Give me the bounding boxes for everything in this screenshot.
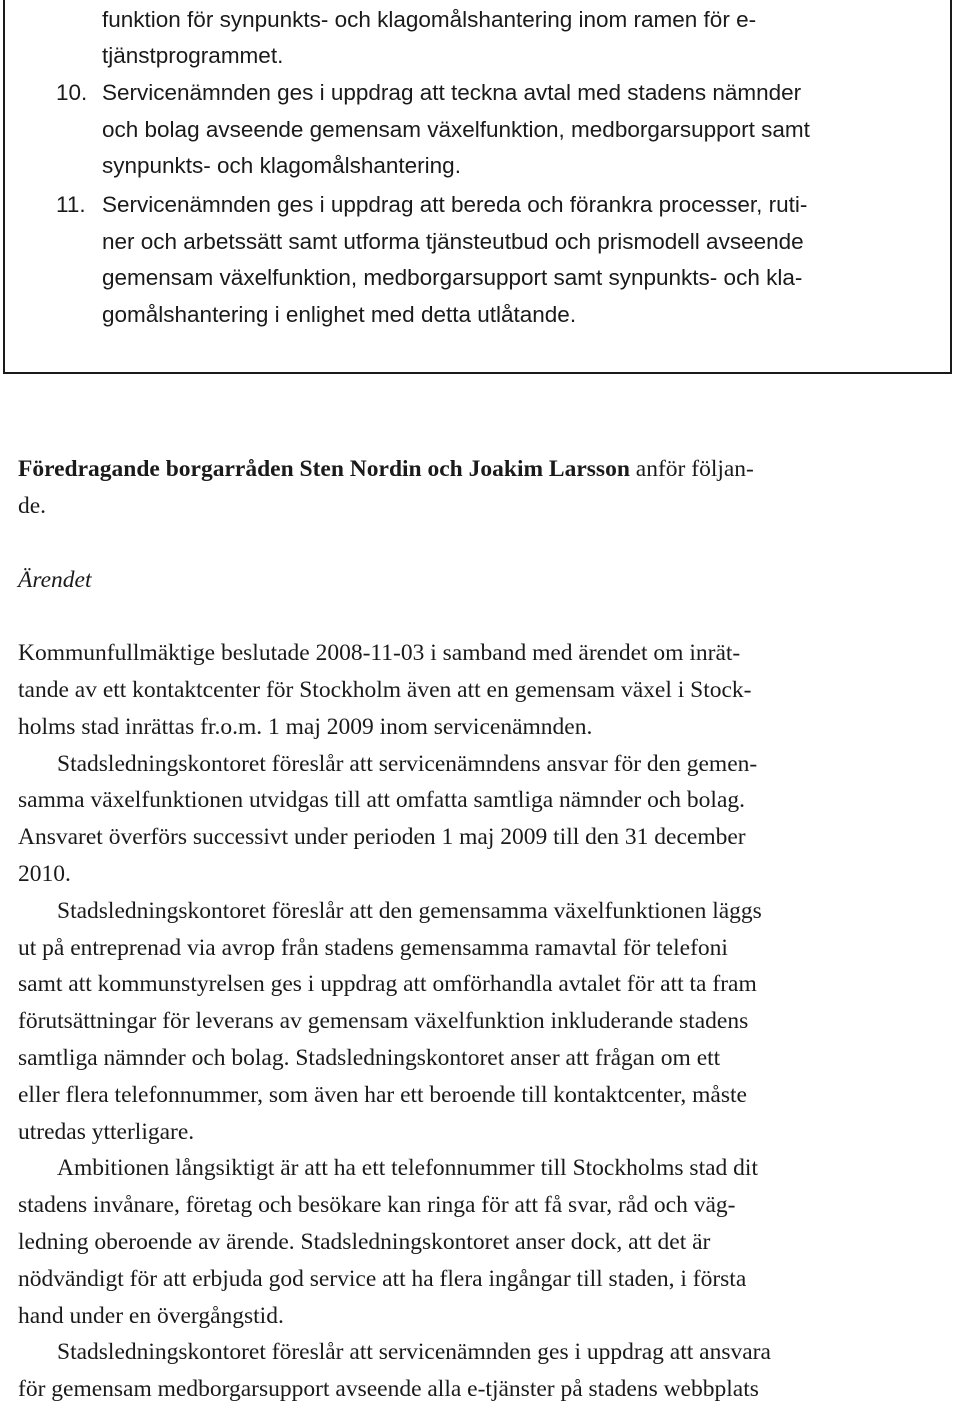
box-line: funktion för synpunkts- och klagomålshantering inom ramen för e- — [102, 7, 757, 32]
presenter-line-2: de. — [18, 493, 47, 519]
body-line: samma växelfunktionen utvidgas till att omfatta samtliga nämnder och bolag. — [18, 787, 746, 813]
item-line: och bolag avseende gemensam växelfunktion, medborgarsupport samt — [102, 117, 810, 142]
item-line: Servicenämnden ges i uppdrag att teckna avtal med stadens nämnder — [102, 80, 802, 105]
body-line: Stadsledningskontoret föreslår att servicenämnden ges i uppdrag att ansvara — [57, 1339, 771, 1365]
item-line: Servicenämnden ges i uppdrag att bereda och förankra processer, ruti- — [102, 192, 808, 217]
body-line: förutsättningar för leverans av gemensam växelfunktion inkluderande stadens — [18, 1008, 749, 1034]
item-line: gomålshantering i enlighet med detta utlåtande. — [102, 302, 577, 327]
body-line: tande av ett kontaktcenter för Stockholm även att en gemensam växel i Stock- — [18, 677, 752, 703]
body-line: ledning oberoende av ärende. Stadsledningskontoret anser dock, att det är — [18, 1229, 711, 1255]
body-line: utredas ytterligare. — [18, 1119, 195, 1145]
item-line: ner och arbetssätt samt utforma tjänsteutbud och prismodell avseende — [102, 229, 804, 254]
body-line: Ambitionen långsiktigt är att ha ett telefonnummer till Stockholms stad dit — [57, 1155, 758, 1181]
body-line: hand under en övergångstid. — [18, 1303, 284, 1329]
body-line: Stadsledningskontoret föreslår att den gemensamma växelfunktionen läggs — [57, 898, 762, 924]
body-line: nödvändigt för att erbjuda god service att ha flera ingångar till staden, i första — [18, 1266, 747, 1292]
body-line: holms stad inrättas fr.o.m. 1 maj 2009 inom servicenämnden. — [18, 714, 593, 740]
item-line: gemensam växelfunktion, medborgarsupport samt synpunkts- och kla- — [102, 265, 803, 290]
body-line: Ansvaret överförs successivt under perioden 1 maj 2009 till den 31 december — [18, 824, 746, 850]
body-line: samt att kommunstyrelsen ges i uppdrag att omförhandla avtalet för att ta fram — [18, 971, 757, 997]
presenter-tail: anför följan- — [629, 456, 754, 482]
item-number: 11. — [56, 192, 86, 217]
body-line: för gemensam medborgarsupport avseende alla e-tjänster på stadens webbplats — [18, 1376, 759, 1402]
box-line: tjänstprogrammet. — [102, 43, 284, 68]
presenter-line — [18, 451, 754, 488]
body-line: eller flera telefonnummer, som även har ett beroende till kontaktcenter, måste — [18, 1082, 747, 1108]
presenter-names: Föredragande borgarråden Sten Nordin och Joakim Larsson — [18, 456, 630, 482]
body-line: samtliga nämnder och bolag. Stadsledningskontoret anser att frågan om ett — [18, 1045, 721, 1071]
section-heading: Ärendet — [18, 567, 92, 593]
item-number: 10. — [56, 80, 88, 105]
item-line: synpunkts- och klagomålshantering. — [102, 153, 461, 178]
body-line: Stadsledningskontoret föreslår att servicenämndens ansvar för den gemen- — [57, 751, 758, 777]
body-line: 2010. — [18, 861, 71, 887]
body-line: Kommunfullmäktige beslutade 2008-11-03 i samband med ärendet om inrät- — [18, 640, 741, 666]
body-line: stadens invånare, företag och besökare kan ringa för att få svar, råd och väg- — [18, 1192, 736, 1218]
body-line: ut på entreprenad via avrop från stadens gemensamma ramavtal för telefoni — [18, 935, 728, 961]
